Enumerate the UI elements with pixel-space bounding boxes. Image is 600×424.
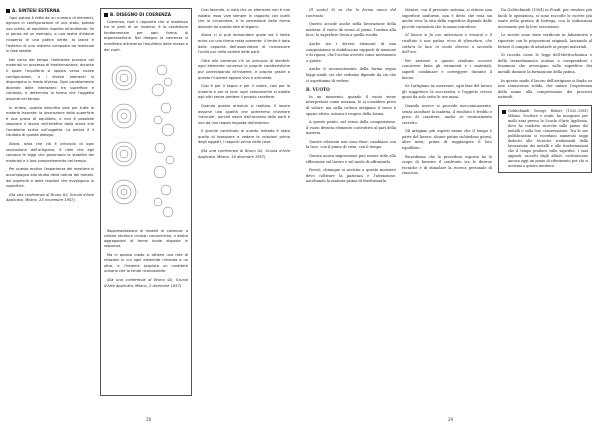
coherence-diagram: [104, 56, 188, 226]
paragraph: Quando questa armonia si realizza, il lavoro assume una qualità che potremmo chiamare 'naturale', perché nasce dall'accordo delle parti e non da una regola imposta dall'esterno.: [198, 103, 290, 125]
diagram-caption: Rappresentazione di modelli di coerenza: a sinistra strutture circolari concentriche, a destra aggregazioni di forme tonde disposte in sequenza.: [104, 228, 188, 249]
right-page-number: 29: [448, 417, 454, 422]
source-citation: (Da una conferenza di Bruno Gil, Scuola d'Arte Applicata, Milano, 16 dicembre 1957): [198, 149, 290, 159]
right-col-2: [402, 8, 492, 396]
left-page-number: 28: [146, 417, 152, 422]
paragraph: Oltre alla coerenza c'è un principio di identità: ogni elemento conserva le proprie caratteristiche pur partecipando all'insieme, e proprio grazie a questo l'insieme appare vivo e articolato.: [198, 58, 290, 80]
paragraph: Così è per il segno e per il colore, così per la materia e per la luce: ogni componente si adatta agli altri senza perdere il proprio carattere.: [198, 84, 290, 100]
paragraph: Così facendo, si nota che un elemento non è mai isolato: esso vive sempre in rapporto con quelli che lo circondano, e la percezione della forma dipende da questa rete di legami.: [198, 8, 290, 29]
paragraph: Quando invece si procede meccanicamente, senza ascoltare la materia, il risultato è freddo e privo di carattere, anche se tecnicamente corretto.: [402, 103, 492, 125]
paragraph: Queste relazioni non sono fisse: cambiano con la luce, con il punto di vista, con il tempo.: [306, 139, 396, 150]
paragraph: Gli artigiani più esperti sanno che il tempo è parte del lavoro: alcune patine richiedono giorni, altre mesi, prima di raggiungere il loro equilibrio.: [402, 129, 492, 151]
paragraph: Ogni patina è fatta da un numero di elementi, ognuno in configurazione di uno stato, spesso non scelto, di equilibrio rispetto all'ambiente. Se si pensa ad un esempio, a una lastra d'ottone ricoperta di una patina verde, la lastra è l'esterno di una materia composta da molecole in fase stabile.: [6, 15, 94, 54]
paragraph: Allora ci si può domandare quale sia il limite entro cui una forma resta coerente: il limite è dato dalla capacità dell'osservatore di riconoscere l'unità pur nella varietà delle parti.: [198, 33, 290, 55]
paragraph: Ma in questo modo si ottiene una rete di relazioni in cui ogni elemento rimanda a un altro, e l'insieme acquista un carattere unitario che lo rende riconoscibile.: [104, 252, 188, 274]
square-bullet-icon: [6, 9, 10, 13]
paragraph: Ricordiamo che la procedura esposta ha lo scopo di favorire il confronto tra le diverse tecniche e di stimolare la ricerca personale di ciascuno.: [402, 154, 492, 176]
section-heading-a: A. SINTESI ESTERNA: [6, 8, 94, 14]
paragraph: Anche tra i diversi elementi di una composizione si stabiliscono rapporti di tensione e di riposo, che l'occhio avverte come movimento o quiete.: [306, 41, 396, 63]
square-bullet-icon: [104, 13, 108, 17]
section-heading-b: B. DISEGNO DI COERENZA: [104, 12, 188, 18]
left-col-3: [198, 8, 290, 396]
paragraph: Coerenza, cioè il rapporto che si stabilisce tra le parti di un insieme, è la condizione fondamentale per ogni forma di organizzazione. Nel disegno la coerenza si manifesta attraverso l'equilibrio delle masse e dei vuoti.: [104, 19, 188, 52]
biographical-note: Goldschmidt George Robert (1920–1981) Milano. Scultore e orafo, ha insegnato per molti anni presso la Scuola d'Arte Applicata, dove ha condotto ricerche sulle patine dei metalli e sulla loro conservazione. Tra le sue pubblicazioni si ricordano numerosi saggi dedicati alle tecniche tradizionali della lavorazione dei metalli e alle trasformazioni che il tempo produce sulle superfici. I suoi appunti, raccolti dagli allievi, costituiscono ancora oggi un punto di riferimento per chi si avvicina a questo mestiere.: [508, 108, 588, 168]
source-citation: (Da una conferenza di Bruno Gil, Scuola d'Arte Applicata, Milano, 25 novembre 1957): [6, 192, 94, 203]
left-col-2: [104, 12, 188, 392]
paragraph: Anche il riconoscimento della forma segue leggi simili: ciò che vediamo dipende da ciò che ci aspettiamo di vedere.: [306, 67, 396, 83]
paragraph: Si ricorda come le leggi dell'elettrochimica e della termodinamica aiutino a comprendere i fenomeni che avvengono sulla superficie dei metalli durante la formazione della patina.: [498, 53, 592, 74]
right-page: [306, 8, 596, 404]
paragraph: Questa nuova impressione può essere utile alla riflessione sul lavoro e sul modo di affrontarlo.: [306, 154, 396, 164]
paragraph: Per questo motivo l'esperienza del mestiere si accompagna allo studio della natura dei metalli, dei pigmenti e delle reazioni che avvengono in superficie.: [6, 167, 94, 189]
paragraph: (il lavoro si fa con attenzione e misura) e il risultato è una patina ricca di sfumature, che cattura la luce in modo diverso a seconda dell'ora.: [402, 33, 492, 55]
right-col-3: [498, 8, 592, 396]
square-bullet-icon: [502, 110, 506, 114]
paragraph: Le ricette sono state verificate in laboratorio e riportate con le proporzioni originali, lasciando al lettore il compito di adattarle ai propri materiali.: [498, 33, 592, 49]
source-citation: (Da una conferenza di Bruno Gil, Scuola d'Arte Applicata, Milano, 2 dicembre 1957): [104, 277, 188, 288]
footnote-box: [498, 105, 592, 173]
paragraph: A questo punto, nel senso della composizione, il vuoto diventa elemento costruttivo al pari della materia.: [306, 120, 396, 136]
left-page: [6, 8, 294, 404]
coherence-box: [100, 8, 192, 396]
paragraph: Perciò, chiunque si avvicini a questo mestiere deve coltivare la pazienza e l'attenzione, ascoltando la materia prima di trasformarla.: [306, 168, 396, 184]
paragraph: In questo modo il lavoro dell'artigiano si fonda su una conoscenza solida, che unisce l'esperienza della mano alla comprensione dei processi naturali.: [498, 78, 592, 100]
paragraph: Mentre, con il presente sistema, si ottiene una superficie uniforme, non è detto che essa sia anche viva: la vita della superficie dipende dalle piccole variazioni che la mano introduce.: [402, 8, 492, 29]
subheading: B. VUOTO: [306, 87, 330, 93]
paragraph: Questo accade anche nella lavorazione della materia: il vuoto dà senso al pieno, l'ombra alla luce, la superficie liscia a quella ruvida.: [306, 22, 396, 38]
paragraph: In sintesi, quanto descritto vale per tutte le materie lavorate: la lavorazione della superficie è una prova di equilibrio, e non è possibile separare il lavoro dell'artefice dalla storia che l'ambiente scrive sull'oggetto. La patina è il risultato di questo dialogo.: [6, 105, 94, 138]
paragraph: Da Goldschmidt (1954) in Fondi, per rendere più facili le operazioni, si sono raccolte le ricette più usate nella pratica di bottega, con le indicazioni necessarie per la loro esecuzione.: [498, 8, 592, 29]
paragraph: Se l'artigiano sa osservare, ogni fase del lavoro gli suggerisce la successiva, e l'oggetto cresce quasi da solo sotto le sue mani.: [402, 84, 492, 100]
paragraph: Nel corso del tempo l'ambiente provoca nei materiali un processo di trasformazione, durante il quale l'equilibrio si sposta verso nuove configurazioni, e i diversi elementi si dispongono in modo diverso. Ogni cambiamento dipende dalle interazioni tra superficie e contesto, e determina la forma che l'oggetto assume nel tempo.: [6, 57, 94, 101]
paragraph: Per arrivare a questo risultato occorre conoscere bene gli strumenti e i materiali, saperli combinare e correggere durante il lavoro.: [402, 58, 492, 80]
paragraph: Il grande contributo di questo metodo è stato quello di insegnare a vedere le relazioni prima degli oggetti, i rapporti prima delle cose.: [198, 129, 290, 145]
left-col-1: [6, 8, 94, 396]
paragraph: In un momento, quando il vuoto viene interpretato come assenza, lo si considera privo di valore; ma nella cultura artigiana il vuoto è spazio attivo, misura e respiro della forma.: [306, 94, 396, 116]
paragraph: Allora, dato che ciò è principio di ogni lavorazione dell'artigiano, è utile che egli conosca le leggi che governano la stabilità dei materiali e il loro comportamento nel tempo.: [6, 142, 94, 163]
paragraph: (Il vuoto) Si sa che la forma nasce dal contrasto.: [306, 8, 396, 18]
right-col-1: [306, 8, 396, 396]
